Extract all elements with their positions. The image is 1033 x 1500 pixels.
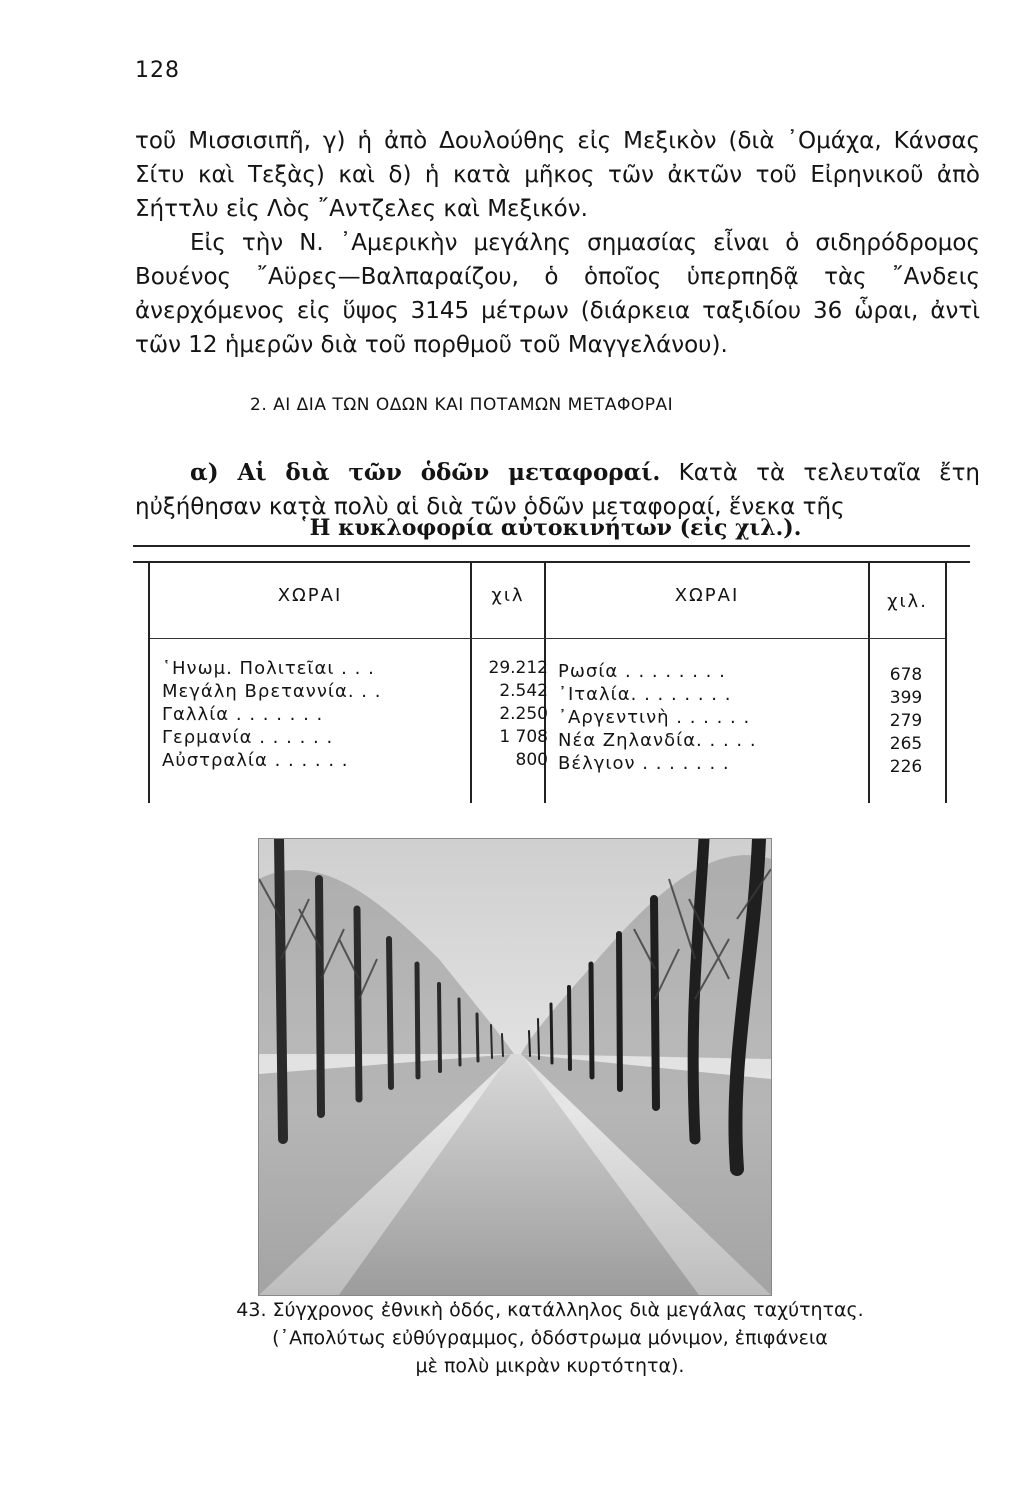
car-count: 399 <box>889 688 923 708</box>
table-row <box>162 750 548 773</box>
table-row <box>162 658 548 681</box>
country-name: Νέα Ζηλανδία. . . . . <box>558 730 757 751</box>
table-row <box>558 684 943 707</box>
car-count: 800 <box>515 750 548 770</box>
table-rows-right <box>558 661 943 776</box>
table-rows-left <box>162 658 548 773</box>
tree-lined-road-photo <box>258 838 772 1296</box>
sub-heading: α) Αἱ διὰ τῶν ὁδῶν μεταφοραί. <box>190 459 661 486</box>
car-count: 678 <box>889 665 923 685</box>
header-thousands-right: χιλ. <box>887 591 928 612</box>
caption-line: (᾿Απολύτως εὐθύγραμμος, ὁδόστρωμα μόνιμον, ἐπιφάνεια <box>272 1327 828 1349</box>
car-traffic-table <box>148 563 947 803</box>
country-name: Γαλλία . . . . . . . <box>162 704 324 725</box>
page-number: 128 <box>135 58 180 83</box>
car-count: 265 <box>889 734 923 754</box>
table-row <box>558 661 943 684</box>
country-name: ᾿Αργεντινὴ . . . . . . <box>558 707 751 728</box>
car-count: 29.212 <box>488 658 548 678</box>
table-row <box>558 753 943 776</box>
header-countries-left: ΧΩΡΑΙ <box>277 585 343 606</box>
table-row <box>558 707 943 730</box>
header-countries-right: ΧΩΡΑΙ <box>674 585 740 606</box>
paragraph-mississippi-routes: τοῦ Μισσισιπῆ, γ) ἡ ἀπὸ Δουλούθης εἰς Μεξικὸν (διὰ ᾿Ομάχα, Κάνσας Σίτυ καὶ Τεξὰς) καὶ δ) ἡ κατὰ μῆκος τῶν ἀκτῶν τοῦ Εἰρηνικοῦ ἀπὸ Σήττλυ εἰς Λὸς ῎Αντζελες καὶ Μεξικόν. <box>135 128 980 222</box>
country-name: Ρωσία . . . . . . . . <box>558 661 726 682</box>
table-header-rule <box>150 638 945 639</box>
car-count: 1 708 <box>499 727 548 747</box>
table-row <box>162 681 548 704</box>
country-name: Αὐστραλία . . . . . . <box>162 750 349 771</box>
table-row <box>558 730 943 753</box>
car-count: 226 <box>889 757 923 777</box>
country-name: Βέλγιον . . . . . . . <box>558 753 730 774</box>
table-title: ῾Η κυκλοφορία αὐτοκινήτων (εἰς χιλ.). <box>298 515 802 541</box>
table-row <box>162 704 548 727</box>
paragraph-south-america-railway: Εἰς τὴν Ν. ᾿Αμερικὴν μεγάλης σημασίας εἶναι ὁ σιδηρόδρομος Βουένος ῎Αϋρες—Βαλπαραίζου, ὁ ὁποῖος ὑπερπηδᾷ τὰς ῎Ανδεις ἀνερχόμενος εἰς ὕψος 3145 μέτρων (διάρκεια ταξιδίου 36 ὧραι, ἀντὶ τῶν 12 ἡμερῶν διὰ τοῦ πορθμοῦ τοῦ Μαγγελάνου). <box>135 230 980 358</box>
country-name: Μεγάλη Βρεταννία. . . <box>162 681 382 702</box>
country-name: ᾿Ιταλία. . . . . . . . <box>558 684 732 705</box>
car-count: 279 <box>889 711 923 731</box>
car-count: 2.250 <box>499 704 548 724</box>
table-top-rule <box>133 545 970 547</box>
country-name: ῾Ηνωμ. Πολιτεῖαι . . . <box>162 658 375 679</box>
figure-caption <box>120 1296 980 1380</box>
section-heading: 2. ΑΙ ΔΙΑ ΤΩΝ ΟΔΩΝ ΚΑΙ ΠΟΤΑΜΩΝ ΜΕΤΑΦΟΡΑΙ <box>250 395 674 415</box>
caption-line: μὲ πολὺ μικρὰν κυρτότητα). <box>415 1355 685 1377</box>
paragraph-road-transport-text: Κατὰ τὰ τελευταῖα ἔτη ηὐξήθησαν κατὰ πολὺ αἱ διὰ τῶν ὁδῶν μεταφοραί, ἕνεκα τῆς <box>135 460 980 520</box>
paragraph-road-transport <box>135 456 980 524</box>
header-thousands-left: χιλ <box>491 585 525 606</box>
country-name: Γερμανία . . . . . . <box>162 727 334 748</box>
car-count: 2.542 <box>499 681 548 701</box>
table-row <box>162 727 548 750</box>
caption-line: 43. Σύγχρονος ἐθνικὴ ὁδός, κατάλληλος διὰ μεγάλας ταχύτητας. <box>236 1299 864 1321</box>
